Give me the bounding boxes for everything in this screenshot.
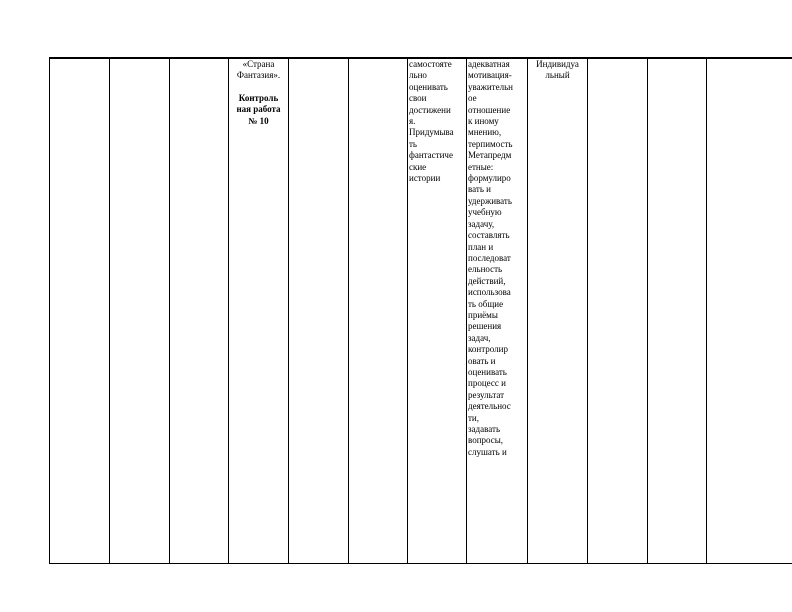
table-cell-control-form [528, 58, 588, 564]
table-cell-universal-actions [467, 58, 528, 564]
table-cell-date-fact [170, 58, 229, 564]
table-cell-topic [229, 58, 289, 564]
subject-results-text: самостояте льно оценивать свои достижени я. Придумыва ть фантастиче ские истории [409, 59, 454, 184]
control-form-text: Индивидуа льный [536, 59, 579, 81]
lesson-plan-table [49, 57, 792, 564]
universal-actions-text: адекватная мотивация- уважительн ое отношение к иному мнению, терпимость Метапредм етные: формулиро вать и удерживать учебную задачу, составлять план и последоват ельность действий, использова ть общие приёмы решения задач, контролир овать и оценивать процесс и результат деятельнос ти, задавать вопросы, слушать и [468, 59, 513, 457]
table-cell-lesson-type [289, 58, 349, 564]
table-cell-subject-results [408, 58, 467, 564]
table-cell-date-plan [110, 58, 170, 564]
table-cell-number [50, 58, 110, 564]
table-cell-notes [707, 58, 792, 564]
table-cell-empty-2 [648, 58, 707, 564]
table-cell-empty-1 [588, 58, 648, 564]
table-row [50, 58, 792, 564]
lesson-topic-title: «Страна Фантазия». [236, 59, 281, 81]
lesson-control-work: Контроль ная работа № 10 [236, 92, 281, 126]
table-cell-content [349, 58, 408, 564]
